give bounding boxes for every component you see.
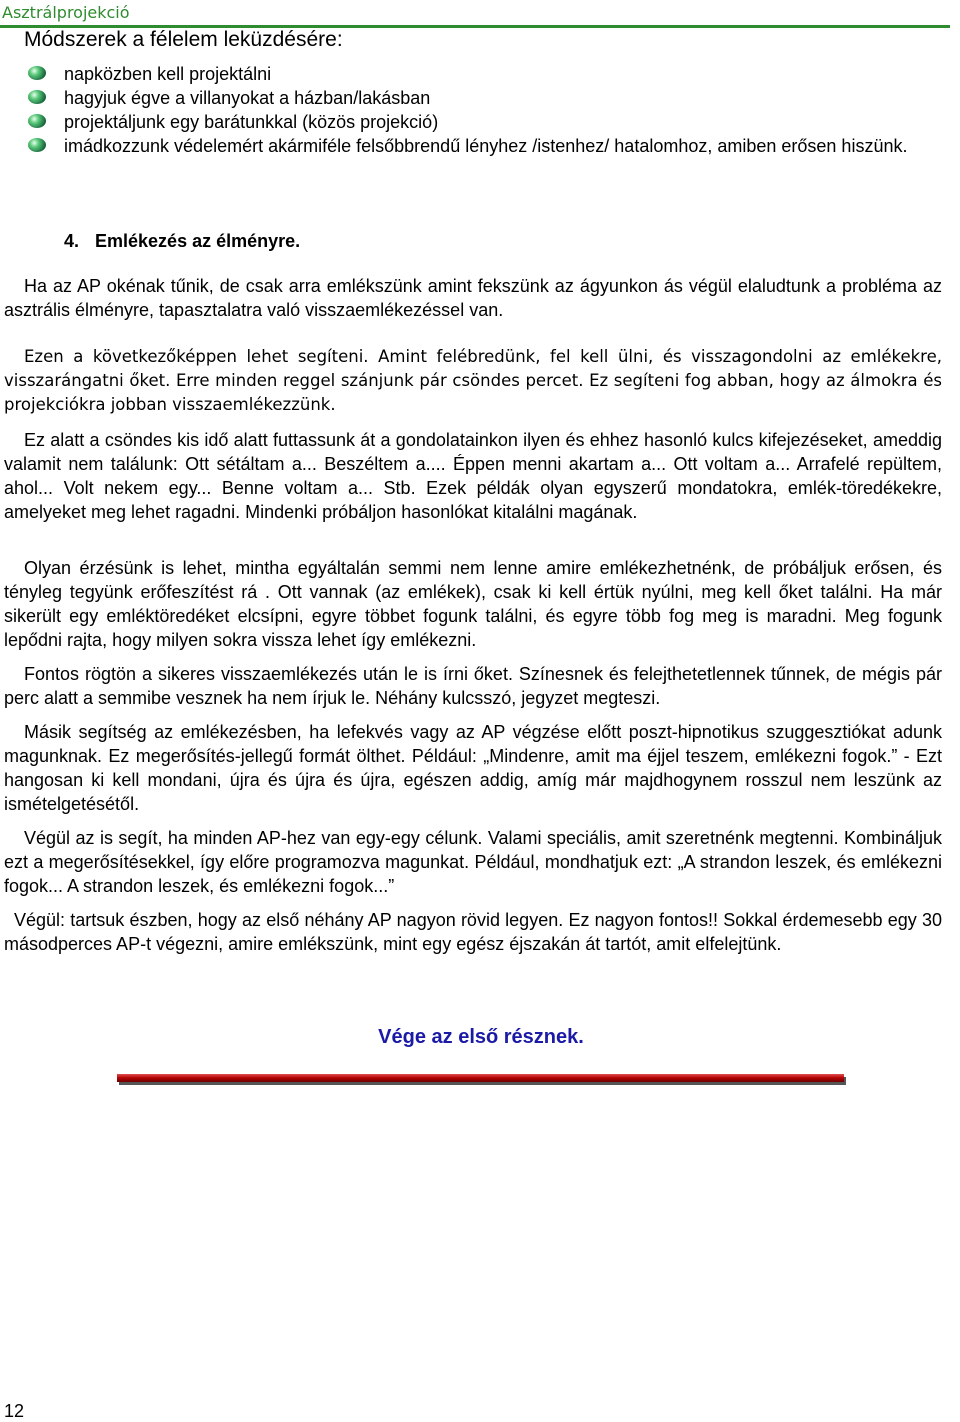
decorative-divider <box>117 1074 844 1082</box>
page-number: 12 <box>4 1401 25 1421</box>
list-item <box>28 86 960 110</box>
closing-text: Vége az első résznek. <box>378 1026 584 1048</box>
paragraph: Fontos rögtön a sikeres visszaemlékezés után le is írni őket. Színesnek és felejthetetlennek tűnnek, de mégis pár perc alatt a semmibe vesznek ha nem írjuk le. Néhány kulcsszó, jegyzet megteszi. <box>4 664 942 708</box>
list-item <box>28 110 960 134</box>
globe-bullet-icon <box>28 138 46 152</box>
globe-bullet-icon <box>28 114 46 128</box>
globe-bullet-icon <box>28 90 46 104</box>
list-item-text: napközben kell projektálni <box>64 64 272 84</box>
paragraph: Olyan érzésünk is lehet, mintha egyáltalán semmi nem lenne amire emlékezhetnénk, de próbáljuk erősen, és tényleg tegyünk erőfeszítést rá . Ott vannak (az emlékek), csak ki kell értük nyúlni, meg kell őket találni. Ha már sikerült egy emléktöredéket elcsípni, egyre többet fogunk találni, és egyre több fog meg is maradni. Meg fogunk lepődni rajta, hogy milyen sokra vissza lehet így emlékezni. <box>4 558 942 650</box>
paragraph: Végül az is segít, ha minden AP-hez van egy-egy célunk. Valami speciális, amit szeretnénk megtenni. Kombináljuk ezt a megerősítésekkel, így előre programozva magunkat. Például, mondhatjuk ezt: „A strandon leszek, és emlékezni fogok... A strandon leszek, és emlékezni fogok...” <box>4 828 942 896</box>
heading-text: Emlékezés az élményre. <box>95 231 301 251</box>
running-header <box>0 0 950 28</box>
globe-bullet-icon <box>28 66 46 80</box>
list-item-text: projektáljunk egy barátunkkal (közös projekció) <box>64 112 439 132</box>
bullet-list <box>28 62 960 158</box>
paragraph: Ez alatt a csöndes kis idő alatt futtassunk át a gondolatainkon ilyen és ehhez hasonló kulcs kifejezéseket, ameddig valamit nem találunk: Ott sétáltam a... Beszéltem a.... Éppen menni akartam a... Ott voltam a... Arrafelé repültem, ahol... Volt nekem egy... Benne voltam a... Stb. Ezek példák olyan egyszerű mondatokra, emlék-töredékekre, amelyeket meg lehet ragadni. Mindenki próbáljon hasonlókat kitalálni magának. <box>4 430 942 522</box>
heading-number: 4. <box>64 231 80 251</box>
list-item-text: hagyjuk égve a villanyokat a házban/lakásban <box>64 88 431 108</box>
paragraph: Ha az AP okénak tűnik, de csak arra emlékszünk amint fekszünk az ágyunkon ás végül elaludtunk a probléma az asztrális élményre, tapasztalatra való visszaemlékezéssel van. <box>4 276 942 320</box>
list-item <box>28 134 960 158</box>
list-item <box>28 62 960 86</box>
paragraph: Végül: tartsuk észben, hogy az első néhány AP nagyon rövid legyen. Ez nagyon fontos!! Sokkal érdemesebb egy 30 másodperces AP-t végezni, amire emlékszünk, mint egy egész éjszakán át tartót, amit elfelejtünk. <box>4 910 942 954</box>
header-title: Asztrálprojekció <box>2 3 130 22</box>
paragraph: Másik segítség az emlékezésben, ha lefekvés vagy az AP végzése előtt poszt-hipnotikus szuggesztiókat adunk magunknak. Ez megerősítés-jellegű formát ölthet. Például: „Mindenre, amit ma éjjel teszem, emlékezni fogok.” - Ezt hangosan ki kell mondani, újra és újra és újra, egészen addig, amíg már majdhogynem rosszul nem leszünk az ismételgetésétől. <box>4 722 942 814</box>
section-heading <box>64 229 300 253</box>
list-item-text: imádkozzunk védelemért akármiféle felsőbbrendű lényhez /istenhez/ hatalomhoz, amiben erősen hiszünk. <box>64 136 908 156</box>
paragraph: Ezen a következőképpen lehet segíteni. Amint felébredünk, fel kell ülni, és visszagondolni az emlékekre, visszarángatni őket. Erre minden reggel szánjunk pár csöndes percet. Ez segíteni fog abban, hogy az álmokra és projekciókra jobban visszaemlékezzünk. <box>4 347 942 414</box>
section-title: Módszerek a félelem leküzdésére: <box>24 28 343 51</box>
closing-line <box>0 1024 960 1050</box>
